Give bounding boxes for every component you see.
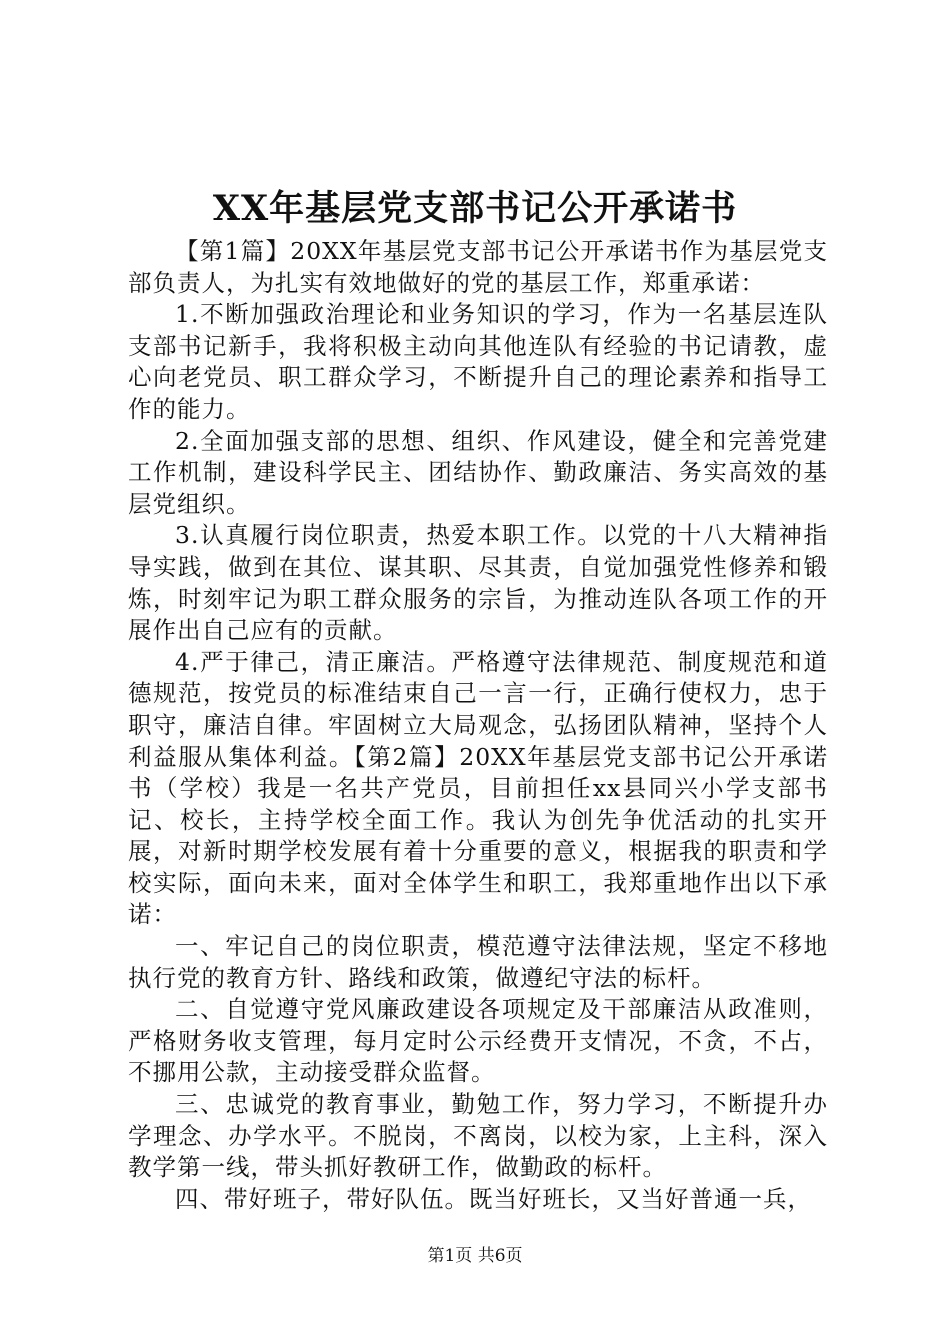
paragraph-6: 一、牢记自己的岗位职责，模范遵守法律法规，坚定不移地执行党的教育方针、路线和政策，做遵纪守法的标杆。 (128, 932, 828, 992)
paragraph-4: 3.认真履行岗位职责，热爱本职工作。以党的十八大精神指导实践，做到在其位、谋其职、尽其责，自觉加强党性修养和锻炼，时刻牢记为职工群众服务的宗旨，为推动连队各项工作的开展作出自己应有的贡献。 (128, 521, 828, 645)
page-footer: 第1页 共6页 (427, 1246, 523, 1266)
document-body (128, 236, 828, 1215)
paragraph-3: 2.全面加强支部的思想、组织、作风建设，健全和完善党建工作机制，建设科学民主、团结协作、勤政廉洁、务实高效的基层党组织。 (128, 426, 828, 518)
paragraph-1: 【第1篇】20XX年基层党支部书记公开承诺书作为基层党支部负责人，为扎实有效地做好的党的基层工作，郑重承诺： (128, 237, 828, 297)
paragraph-5: 4.严于律己，清正廉洁。严格遵守法律规范、制度规范和道德规范，按党员的标准结束自己一言一行，正确行使权力，忠于职守，廉洁自律。牢固树立大局观念，弘扬团队精神，坚持个人利益服从集体利益。【第2篇】20XX年基层党支部书记公开承诺书（学校）我是一名共产党员，目前担任xx县同兴小学支部书记、校长，主持学校全面工作。我认为创先争优活动的扎实开展，对新时期学校发展有着十分重要的意义，根据我的职责和学校实际，面向未来，面对全体学生和职工，我郑重地作出以下承诺： (128, 647, 828, 929)
paragraph-9: 四、带好班子，带好队伍。既当好班长，又当好普通一兵， (175, 1184, 812, 1213)
document-title: XX年基层党支部书记公开承诺书 (212, 188, 738, 229)
paragraph-7: 二、自觉遵守党风廉政建设各项规定及干部廉洁从政准则，严格财务收支管理，每月定时公示经费开支情况，不贪，不占，不挪用公款，主动接受群众监督。 (128, 995, 828, 1087)
paragraph-2: 1.不断加强政治理论和业务知识的学习，作为一名基层连队支部书记新手，我将积极主动向其他连队有经验的书记请教，虚心向老党员、职工群众学习，不断提升自己的理论素养和指导工作的能力。 (128, 300, 828, 423)
paragraph-8: 三、忠诚党的教育事业，勤勉工作，努力学习，不断提升办学理念、办学水平。不脱岗，不离岗，以校为家，上主科，深入教学第一线，带头抓好教研工作，做勤政的标杆。 (128, 1090, 828, 1182)
